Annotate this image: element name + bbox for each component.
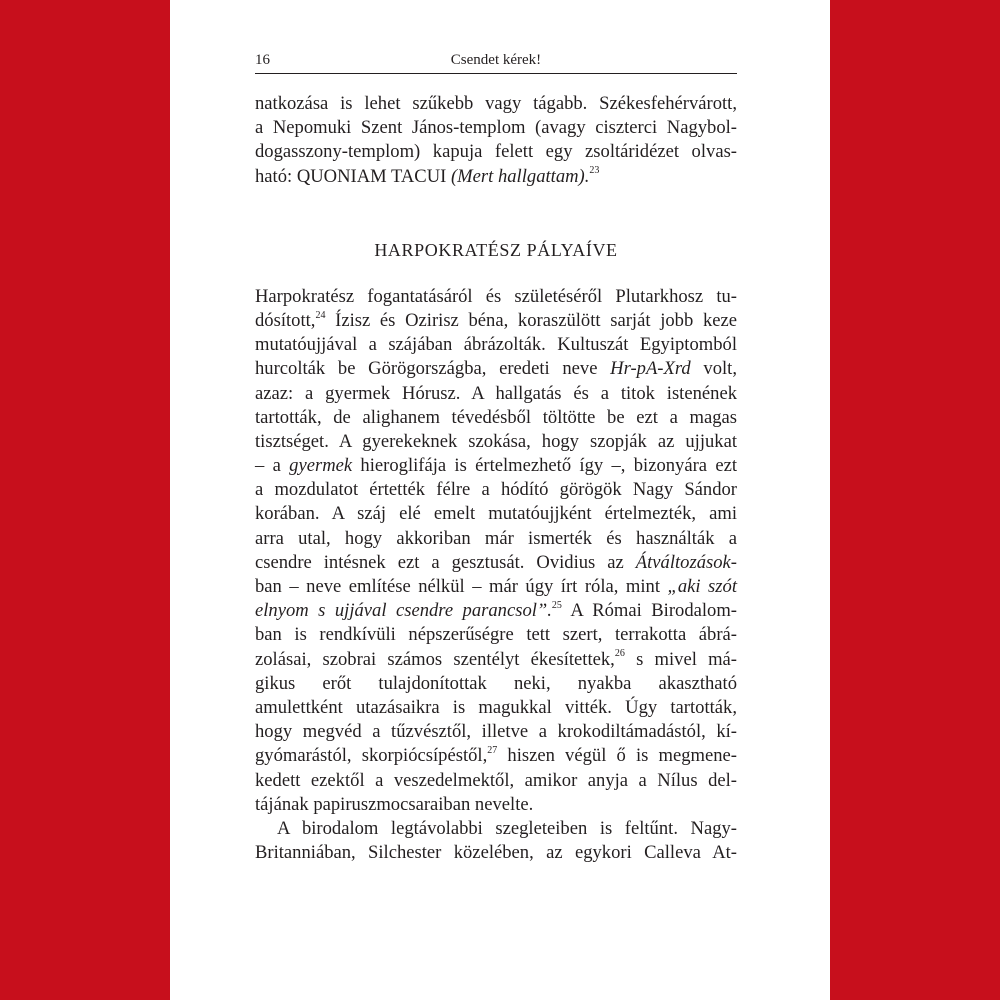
text-line: dogasszony-templom) kapuja felett egy zsoltáridézet olvas- xyxy=(255,141,737,163)
text-line: tájának papiruszmocsaraiban nevelte. xyxy=(255,793,534,815)
text-line: amulettként utazásaikra is magukkal vitték. Úgy tartották, xyxy=(255,696,737,718)
header-rule xyxy=(255,73,737,74)
text-line: elnyom s ujjával csendre parancsol”.$^{25}$ A Római Birodalom- xyxy=(255,600,737,622)
book-page xyxy=(170,0,830,1000)
text-line: A birodalom legtávolabbi szegleteiben is feltűnt. Nagy- xyxy=(277,817,737,839)
text-line: csendre intésnek ezt a gesztusát. Ovidius az Átváltozások- xyxy=(255,551,737,573)
text-line: ban is rendkívüli népszerűségre tett szert, terrakotta ábrá- xyxy=(255,624,737,646)
italic-run: (Mert hallgattam). xyxy=(450,165,590,187)
running-header xyxy=(255,50,737,72)
paragraph-next xyxy=(255,817,737,865)
footnote-ref-25[interactable]: 25 xyxy=(551,600,562,611)
text-line: tisztséget. A gyerekeknek szokása, hogy szopják az ujjukat xyxy=(255,430,737,452)
text-line: dósított,$^{24}$ Ízisz és Ozirisz béna, koraszülött sarját jobb keze xyxy=(255,309,737,331)
paragraph-main xyxy=(255,285,737,817)
running-title: Csendet kérek! xyxy=(450,52,542,68)
footnote-ref-24[interactable]: 24 xyxy=(315,309,326,321)
text-line: kedett ezektől a veszedelmektől, amikor anyja a Nílus del- xyxy=(255,769,737,791)
text-line: azaz: a gyermek Hórusz. A hallgatás és a titok istenének xyxy=(255,382,737,404)
text-line xyxy=(255,165,737,189)
text-line: mutatóujjával a szájában ábrázolták. Kultuszát Egyiptomból xyxy=(255,334,737,356)
text-line: Britanniában, Silchester közelében, az egykori Calleva At- xyxy=(255,842,737,864)
footnote-ref-26[interactable]: 26 xyxy=(614,648,625,660)
text-line: hurcolták be Görögországba, eredeti neve Hr-pA-Xrd volt, xyxy=(255,358,737,380)
text-line: gyómarástól, skorpiócsípéstől,$^{27}$ hiszen végül ő is megmene- xyxy=(255,745,737,767)
text-line: hogy megvéd a tűzvésztől, illetve a krokodiltámadástól, kí- xyxy=(255,721,737,743)
text-line: natkozása is lehet szűkebb vagy tágabb. Székesfehérvárott, xyxy=(255,93,737,114)
footnote-ref-27[interactable]: 27 xyxy=(487,745,498,757)
paragraph-intro xyxy=(255,92,737,189)
text-line: – a gyermek hieroglifája is értelmezhető így –, bizonyára ezt xyxy=(255,455,738,477)
text-line: a Nepomuki Szent János-templom (avagy ciszterci Nagybol- xyxy=(255,117,737,139)
text-line: arra utal, hogy akkoriban már ismerték és használták a xyxy=(255,527,737,549)
footnote-ref-23[interactable]: 23 xyxy=(589,165,600,177)
page-body xyxy=(255,92,737,865)
text-line: tartották, de alighanem tévedésből töltötte be ezt a magas xyxy=(255,406,737,428)
text-line: zolásai, szobrai számos szentélyt ékesítettek,$^{26}$ s mivel má- xyxy=(255,648,737,670)
text-line: korában. A száj elé emelt mutatóujjként értelmezték, ami xyxy=(255,503,737,525)
page-number: 16 xyxy=(255,52,270,68)
text-line: ban – neve említése nélkül – már úgy írt róla, mint „aki szót xyxy=(255,576,737,597)
text-line: Harpokratész fogantatásáról és születéséről Plutarkhosz tu- xyxy=(255,285,737,307)
text-line: gikus erőt tulajdonítottak neki, nyakba akasztható xyxy=(255,672,737,694)
section-heading: HARPOKRATÉSZ PÁLYAÍVE xyxy=(374,239,618,260)
text-line: a mozdulatot értették félre a hódító görögök Nagy Sándor xyxy=(255,479,737,501)
text-run: ható: QUONIAM TACUI xyxy=(255,165,451,187)
